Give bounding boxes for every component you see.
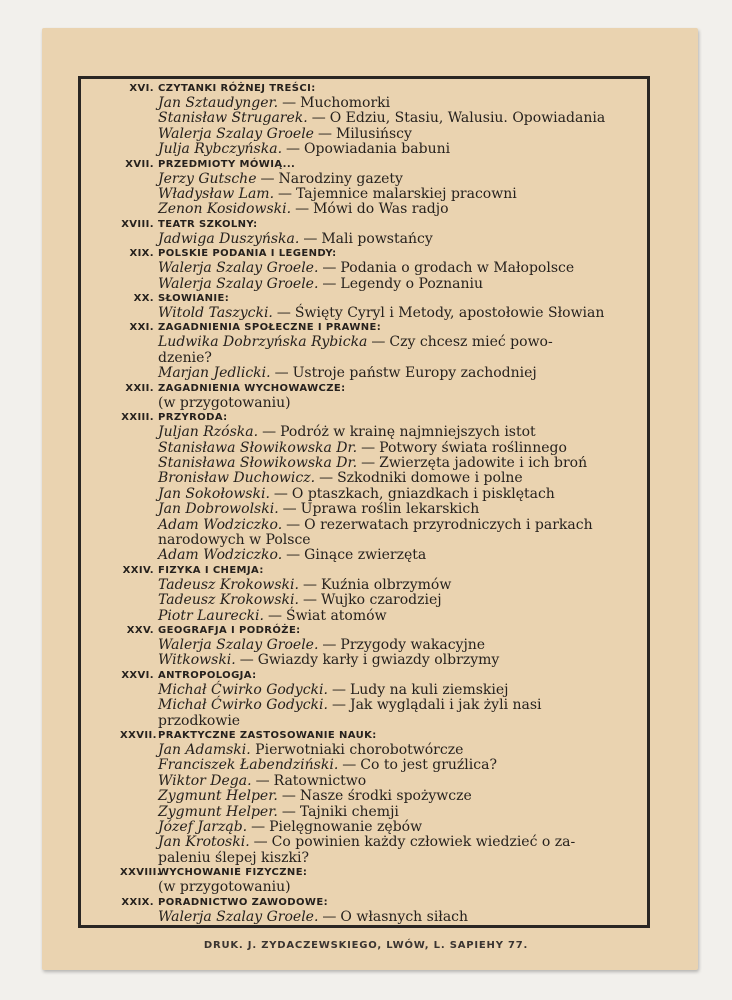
- entry-dash: —: [331, 681, 346, 698]
- entry-author: Julja Rybczyńska.: [158, 141, 283, 158]
- entry-dash: —: [276, 305, 291, 322]
- book-entry: [120, 910, 650, 925]
- entry-title: Święty Cyryl i Metody, apostołowie Słowian: [294, 305, 605, 322]
- entry-author: Jan Adamski.: [158, 742, 251, 758]
- section-heading: [120, 218, 650, 232]
- book-entry: [120, 277, 650, 292]
- entry-author: Wiktor Dega.: [158, 772, 252, 789]
- book-entry: [120, 96, 650, 111]
- entry-title: Jak wyglądali i jak żyli nasi: [349, 697, 542, 714]
- entry-note: (w przygotowaniu): [158, 394, 291, 411]
- entry-title: Przygody wakacyjne: [340, 636, 486, 653]
- entry-dash: —: [281, 803, 296, 820]
- book-entry: [120, 548, 650, 563]
- section-heading: [120, 382, 650, 396]
- section-number: XXV.: [126, 624, 154, 636]
- series-table-of-contents: [120, 82, 650, 925]
- book-entry: [120, 835, 650, 866]
- entry-author: Walerja Szalay Groele.: [158, 275, 319, 292]
- entry-author: Michał Ćwirko Godycki.: [158, 697, 328, 714]
- section-title: PRZYRODA:: [158, 412, 228, 424]
- entry-dash: —: [361, 439, 376, 456]
- entry-author: Jadwiga Duszyńska.: [158, 230, 300, 247]
- entry-title-continuation: dzenie?: [158, 349, 212, 366]
- entry-title: Czy chcesz mieć powo-: [389, 334, 553, 351]
- entry-title: Zwierzęta jadowite i ich broń: [379, 454, 588, 471]
- entry-author: Walerja Szalay Groele.: [158, 908, 319, 925]
- section-title: FIZYKA I CHEMJA:: [158, 564, 264, 576]
- entry-author: Michał Ćwirko Godycki.: [158, 681, 328, 698]
- entry-author: Jan Sokołowski.: [158, 485, 270, 502]
- book-entry: [120, 487, 650, 502]
- section-title: ZAGADNIENIA SPOŁECZNE I PRAWNE:: [158, 322, 382, 334]
- entry-dash: —: [322, 275, 337, 292]
- section-number: XXVII.: [120, 730, 157, 741]
- toc-section: [120, 292, 650, 321]
- entry-title: Potwory świata roślinnego: [379, 439, 567, 456]
- section-title: GEOGRAFJA I PODRÓŻE:: [158, 624, 301, 636]
- entry-dash: —: [371, 334, 386, 351]
- entry-title: Ustroje państw Europy zachodniej: [292, 365, 537, 382]
- section-title: PRZEDMIOTY MÓWIĄ...: [158, 158, 296, 170]
- entry-author: Juljan Rzóska.: [158, 424, 259, 441]
- book-entry: [120, 820, 650, 835]
- entry-dash: —: [331, 697, 346, 714]
- entry-title: Co powinien każdy człowiek wiedzieć o za-: [271, 834, 576, 851]
- entry-dash: —: [322, 636, 337, 653]
- entry-dash: —: [253, 834, 268, 851]
- entry-author: Józef Jarząb.: [158, 819, 248, 836]
- book-entry: [120, 593, 650, 608]
- book-entry: [120, 127, 650, 142]
- entry-title: Podania o grodach w Małopolsce: [340, 260, 575, 277]
- toc-section: [120, 82, 650, 158]
- toc-section: [120, 729, 650, 866]
- entry-dash: —: [302, 592, 317, 609]
- section-title: PORADNICTWO ZAWODOWE:: [158, 896, 328, 908]
- section-heading: [120, 292, 650, 306]
- section-title: PRAKTYCZNE ZASTOSOWANIE NAUK:: [158, 730, 377, 741]
- entry-author: Jan Krotoski.: [158, 834, 250, 851]
- section-number: XXVI.: [121, 669, 154, 681]
- toc-section: [120, 411, 650, 564]
- entry-author: Jan Sztaudynger.: [158, 95, 279, 111]
- entry-dash: —: [286, 141, 301, 158]
- entry-author: Bronisław Duchowicz.: [158, 470, 316, 487]
- section-title: ANTROPOLOGJA:: [158, 669, 257, 681]
- entry-title: Mówi do Was radjo: [313, 201, 449, 218]
- toc-section: [120, 218, 650, 247]
- entry-author: Jerzy Gutsche: [158, 170, 257, 187]
- section-heading: [120, 564, 650, 578]
- entry-dash: —: [322, 260, 337, 277]
- entry-dash: —: [311, 110, 326, 127]
- toc-section: [120, 669, 650, 729]
- section-number: XVIII.: [121, 218, 154, 230]
- book-entry: [120, 653, 650, 668]
- entry-title: O rezerwatach przyrodniczych i parkach: [304, 516, 593, 533]
- book-entry: [120, 396, 650, 411]
- section-number: XXII.: [125, 382, 154, 394]
- entry-title: O ptaszkach, gniazdkach i pisklętach: [291, 485, 555, 502]
- section-number: XVI.: [129, 83, 154, 94]
- entry-title: Ginące zwierzęta: [304, 547, 427, 564]
- entry-author: Walerja Szalay Groele.: [158, 636, 319, 653]
- toc-section: [120, 866, 650, 895]
- entry-title: Narodziny gazety: [278, 170, 403, 187]
- entry-dash: —: [267, 607, 282, 624]
- entry-title: Szkodniki domowe i polne: [337, 470, 523, 487]
- entry-dash: —: [286, 516, 301, 533]
- book-entry: [120, 366, 650, 381]
- book-entry: [120, 471, 650, 486]
- book-entry: [120, 202, 650, 217]
- entry-title: Pielęgnowanie zębów: [269, 819, 423, 836]
- entry-author: Władysław Lam.: [158, 186, 275, 203]
- toc-section: [120, 382, 650, 411]
- entry-dash: —: [274, 365, 289, 382]
- book-entry: [120, 683, 650, 698]
- entry-title: Legendy o Poznaniu: [340, 275, 483, 292]
- section-heading: [120, 896, 650, 910]
- entry-title: Pierwotniaki chorobotwórcze: [255, 742, 464, 758]
- book-entry: [120, 789, 650, 804]
- book-entry: [120, 441, 650, 456]
- section-heading: [120, 729, 650, 743]
- toc-section: [120, 158, 650, 218]
- entry-dash: —: [286, 547, 301, 564]
- toc-section: [120, 564, 650, 624]
- section-number: XX.: [133, 293, 154, 305]
- entry-note: (w przygotowaniu): [158, 879, 291, 896]
- section-heading: [120, 411, 650, 425]
- entry-title: Podróż w krainę najmniejszych istot: [280, 424, 536, 441]
- section-title: CZYTANKI RÓŻNEJ TREŚCI:: [158, 83, 316, 94]
- section-number: XXI.: [129, 322, 154, 334]
- section-title: WYCHOWANIE FIZYCZNE:: [158, 867, 308, 879]
- book-entry: [120, 261, 650, 276]
- entry-author: Stanisława Słowikowska Dr.: [158, 454, 358, 471]
- entry-title: Gwiazdy karły i gwiazdy olbrzymy: [257, 652, 500, 669]
- entry-author: Zygmunt Helper.: [158, 788, 278, 805]
- book-entry: [120, 172, 650, 187]
- book-entry: [120, 232, 650, 247]
- entry-author: Piotr Laurecki.: [158, 607, 264, 624]
- entry-dash: —: [317, 125, 332, 142]
- entry-dash: —: [262, 424, 277, 441]
- section-heading: [120, 82, 650, 96]
- entry-author: Franciszek Łabendziński.: [158, 757, 339, 774]
- entry-title: Tajemnice malarskiej pracowni: [296, 186, 517, 203]
- entry-dash: —: [260, 170, 275, 187]
- book-entry: [120, 335, 650, 366]
- entry-author: Walerja Szalay Groele: [158, 125, 314, 142]
- entry-title: Opowiadania babuni: [304, 141, 451, 158]
- book-entry: [120, 425, 650, 440]
- entry-dash: —: [281, 788, 296, 805]
- book-entry: [120, 502, 650, 517]
- book-entry: [120, 774, 650, 789]
- book-entry: [120, 306, 650, 321]
- section-number: XXIV.: [122, 564, 154, 576]
- entry-dash: —: [273, 485, 288, 502]
- entry-author: Ludwika Dobrzyńska Rybicka: [158, 334, 368, 351]
- entry-dash: —: [282, 501, 297, 518]
- section-title: ZAGADNIENIA WYCHOWAWCZE:: [158, 382, 346, 394]
- book-entry: [120, 698, 650, 729]
- entry-author: Zenon Kosidowski.: [158, 201, 292, 218]
- book-entry: [120, 518, 650, 549]
- entry-author: Adam Wodziczko.: [158, 547, 283, 564]
- section-heading: [120, 624, 650, 638]
- book-entry: [120, 456, 650, 471]
- book-entry: [120, 758, 650, 773]
- book-entry: [120, 880, 650, 895]
- entry-dash: —: [319, 470, 334, 487]
- entry-title: O Edziu, Stasiu, Walusiu. Opowiadania: [329, 110, 606, 127]
- toc-section: [120, 896, 650, 925]
- entry-author: Jan Dobrowolski.: [158, 501, 279, 518]
- section-number: XXVIII.: [120, 867, 161, 879]
- entry-title: Świat atomów: [285, 607, 387, 624]
- book-entry: [120, 743, 650, 758]
- book-entry: [120, 638, 650, 653]
- book-entry: [120, 805, 650, 820]
- section-number: XIX.: [129, 248, 154, 260]
- entry-dash: —: [361, 454, 376, 471]
- book-entry: [120, 609, 650, 624]
- section-heading: [120, 866, 650, 880]
- section-title: SŁOWIANIE:: [158, 293, 230, 305]
- entry-title: Nasze środki spożywcze: [299, 788, 472, 805]
- section-number: XXIX.: [121, 896, 154, 908]
- section-heading: [120, 247, 650, 261]
- section-heading: [120, 669, 650, 683]
- book-entry: [120, 187, 650, 202]
- entry-author: Witold Taszycki.: [158, 305, 273, 322]
- entry-author: Tadeusz Krokowski.: [158, 576, 299, 593]
- section-title: POLSKIE PODANIA I LEGENDY:: [158, 248, 337, 260]
- entry-title: Milusińscy: [335, 125, 412, 142]
- entry-dash: —: [239, 652, 254, 669]
- printer-imprint: DRUK. J. ZYDACZEWSKIEGO, LWÓW, L. SAPIEHY 77.: [203, 940, 529, 951]
- section-number: XXIII.: [121, 412, 154, 424]
- section-heading: [120, 321, 650, 335]
- entry-author: Stanisława Słowikowska Dr.: [158, 439, 358, 456]
- entry-author: Marjan Jedlicki.: [158, 365, 271, 382]
- entry-dash: —: [251, 819, 266, 836]
- entry-dash: —: [342, 757, 357, 774]
- entry-dash: —: [322, 908, 337, 925]
- entry-title: Uprawa roślin lekarskich: [300, 501, 480, 518]
- entry-author: Tadeusz Krokowski.: [158, 592, 299, 609]
- entry-author: Walerja Szalay Groele.: [158, 260, 319, 277]
- entry-author: Stanisław Strugarek.: [158, 110, 308, 127]
- entry-dash: —: [255, 772, 270, 789]
- entry-title: Kuźnia olbrzymów: [320, 576, 452, 593]
- entry-author: Zygmunt Helper.: [158, 803, 278, 820]
- toc-section: [120, 321, 650, 381]
- entry-title-continuation: narodowych w Polsce: [158, 531, 311, 548]
- entry-dash: —: [302, 576, 317, 593]
- section-number: XVII.: [125, 158, 154, 170]
- section-heading: [120, 158, 650, 172]
- entry-author: Adam Wodziczko.: [158, 516, 283, 533]
- entry-dash: —: [278, 186, 293, 203]
- entry-title: Muchomorki: [300, 95, 391, 111]
- entry-author: Witkowski.: [158, 652, 236, 669]
- entry-title-continuation: paleniu ślepej kiszki?: [158, 849, 310, 866]
- book-entry: [120, 142, 650, 157]
- entry-title: Wujko czarodziej: [320, 592, 442, 609]
- toc-section: [120, 247, 650, 292]
- entry-title: Ludy na kuli ziemskiej: [349, 681, 509, 698]
- toc-section: [120, 624, 650, 669]
- entry-title: O własnych siłach: [340, 908, 469, 925]
- entry-dash: —: [303, 230, 318, 247]
- entry-dash: —: [295, 201, 310, 218]
- entry-title: Mali powstańcy: [321, 230, 433, 247]
- book-entry: [120, 111, 650, 126]
- entry-title: Ratownictwo: [273, 772, 367, 789]
- book-entry: [120, 578, 650, 593]
- section-title: TEATR SZKOLNY:: [158, 218, 258, 230]
- entry-title: Tajniki chemji: [299, 803, 399, 820]
- entry-title-continuation: przodkowie: [158, 712, 241, 729]
- entry-title: Co to jest gruźlica?: [360, 757, 497, 774]
- entry-dash: —: [282, 95, 297, 111]
